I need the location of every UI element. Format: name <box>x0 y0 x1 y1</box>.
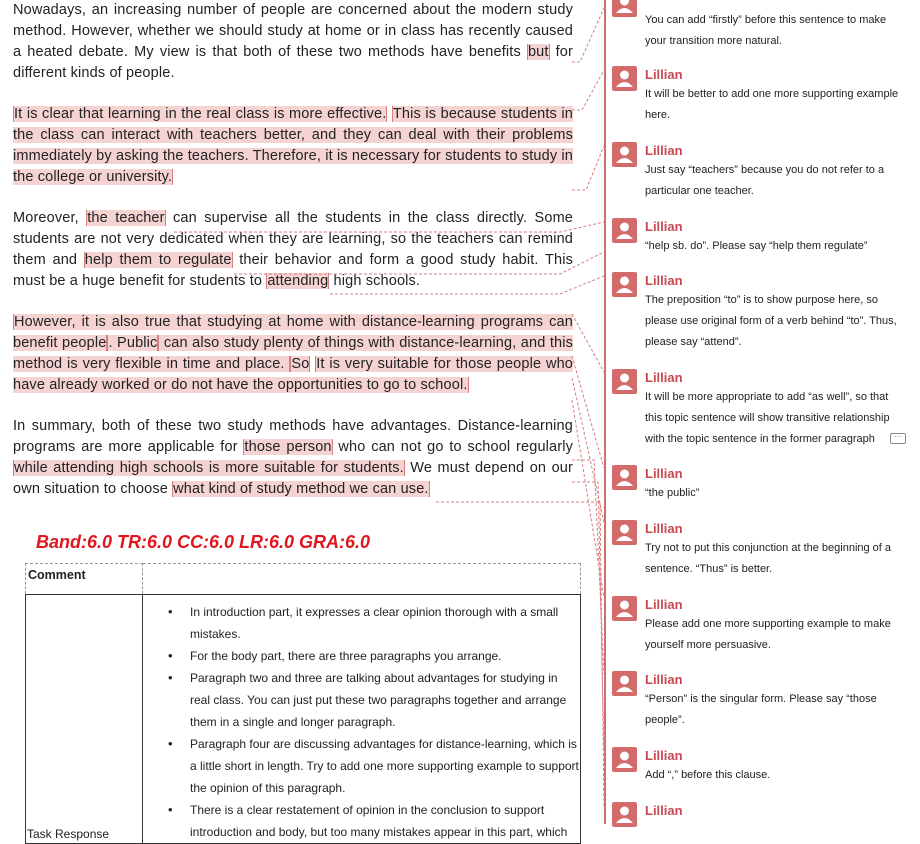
feedback-bullet: • For the body part, there are three paragraphs you arrange. <box>190 645 580 667</box>
comment-text: Please add one more supporting example to make yourself more persuasive. <box>645 618 891 651</box>
leader-line <box>572 314 604 372</box>
paragraph-2 <box>13 104 573 188</box>
comment-text: Just say “teachers” because you do not refer to a particular one teacher. <box>645 164 885 197</box>
comment-anchor-11[interactable]: It is very suitable for those people who have already worked or do not have the opportunities to go to school. <box>13 356 574 393</box>
user-icon <box>612 272 637 297</box>
comment-anchor-5[interactable]: help them to regulate <box>84 252 232 268</box>
paragraph-1: Nowadays, an increasing number of people are concerned about the modern study method. However, whether we should study at home or in class has recently caused a heated debate. My view is that both of these two methods have benefits but for different kinds of people. <box>13 2 573 81</box>
criterion-feedback <box>143 595 581 844</box>
more-icon[interactable]: ··· <box>890 433 906 444</box>
feedback-bullet: • There is a clear restatement of opinion in the conclusion to support introduction and body, but too many mistakes appear in this part, which <box>190 799 580 843</box>
user-icon <box>612 747 637 772</box>
comment-author: Lillian <box>645 219 683 234</box>
comment-anchor-9[interactable]: can also study plenty of things with distance-learning, and this method is very flexible in time and place. <box>13 335 573 372</box>
user-icon <box>612 596 637 621</box>
essay-body <box>13 0 573 520</box>
leader-line <box>572 70 604 110</box>
leader-line <box>572 8 604 62</box>
comment-author: Lillian <box>645 597 683 612</box>
user-icon <box>612 671 637 696</box>
leader-line <box>572 356 604 468</box>
comment-anchor-4[interactable]: the teacher <box>87 210 165 226</box>
comment-text: The preposition “to” is to show purpose here, so please use original form of a verb behind “to”. Thus, please say “attend”. <box>645 294 897 348</box>
leader-line <box>572 378 604 522</box>
table-header-empty <box>143 564 581 595</box>
comment-anchor-3[interactable]: This is because students in the class can interact with teachers better, and they can deal with their problems immediately by asking the teachers. Therefore, it is necessary for students to study in the college or university. <box>13 106 574 185</box>
comment-author: Lillian <box>645 803 683 818</box>
feedback-bullet: • In introduction part, it expresses a clear opinion thorough with a small mistakes. <box>190 601 580 645</box>
comment-text: You can add “firstly” before this sentence to make your transition more natural. <box>645 14 887 47</box>
comment-text: Add “,” before this clause. <box>645 769 771 781</box>
feedback-table <box>25 563 581 844</box>
comment-author: Lillian <box>645 466 683 481</box>
user-icon <box>612 0 637 17</box>
comment-anchor-8[interactable]: . Public <box>108 335 158 351</box>
comment-anchor-13[interactable]: while attending high schools is more suitable for students. <box>14 460 404 476</box>
user-icon <box>612 802 637 827</box>
comment-author: Lillian <box>645 521 683 536</box>
comment-anchor-10[interactable]: So <box>291 356 310 372</box>
user-icon <box>612 369 637 394</box>
comment-anchor-14[interactable]: what kind of study method we can use. <box>173 481 429 497</box>
paragraph-3: Moreover, the teacher can supervise all the students in the class directly. Some students are not very dedicated when they are learning, so the teachers can remind them and help them to regulate their behavior and form a good study habit. This must be a huge benefit for students to attending high schools. <box>13 210 574 289</box>
feedback-bullet: • Paragraph four are discussing advantages for distance-learning, which is a little short in length. Try to add one more supporting example to support the opinion of this paragraph. <box>190 733 580 799</box>
table-header: Comment <box>26 564 143 595</box>
comment-text: It will be better to add one more supporting example here. <box>645 88 899 121</box>
comment-margin-rule <box>604 0 606 824</box>
comment-author: Lillian <box>645 748 683 763</box>
comment-text: “the public” <box>645 487 700 499</box>
user-icon <box>612 66 637 91</box>
comment-text: “Person” is the singular form. Please say “those people”. <box>645 693 877 726</box>
user-icon <box>612 520 637 545</box>
paragraph-5: In summary, both of these two study methods have advantages. Distance-learning programs are more applicable for those person who can not go to school regularly while attending high schools is more suitable for students. We must depend on our own situation to choose what kind of study method we can use. <box>13 418 573 497</box>
band-score: Band:6.0 TR:6.0 CC:6.0 LR:6.0 GRA:6.0 <box>36 532 371 552</box>
comment-author: Lillian <box>645 672 683 687</box>
comment-anchor-7[interactable]: However, it is also true that studying at home with distance-learning programs can benefit people <box>13 314 573 351</box>
user-icon <box>612 142 637 167</box>
comment-text: Try not to put this conjunction at the beginning of a sentence. “Thus” is better. <box>645 542 892 575</box>
user-icon <box>612 218 637 243</box>
comment-author: Lillian <box>645 143 683 158</box>
comment-anchor-6[interactable]: attending <box>267 273 329 289</box>
comment-anchor-1[interactable]: but <box>527 44 549 60</box>
comment-text: It will be more appropriate to add “as well”, so that this topic sentence will show transitive relationship with the topic sentence in the former paragraph <box>645 391 890 445</box>
comment-anchor-2[interactable]: It is clear that learning in the real class is more effective. <box>14 106 387 122</box>
comment-text: “help sb. do”. Please say “help them regulate” <box>645 240 868 252</box>
leader-line <box>572 146 604 190</box>
paragraph-4 <box>13 312 573 396</box>
user-icon <box>612 465 637 490</box>
criterion-label: Task Response <box>26 595 143 844</box>
comment-author: Lillian <box>645 273 683 288</box>
comment-author: Lillian <box>645 370 683 385</box>
feedback-bullet: • Paragraph two and three are talking about advantages for studying in real class. You can just put these two paragraphs together and arrange them in a single and longer paragraph. <box>190 667 580 733</box>
comment-anchor-12[interactable]: those person <box>244 439 332 455</box>
comment-author: Lillian <box>645 67 683 82</box>
